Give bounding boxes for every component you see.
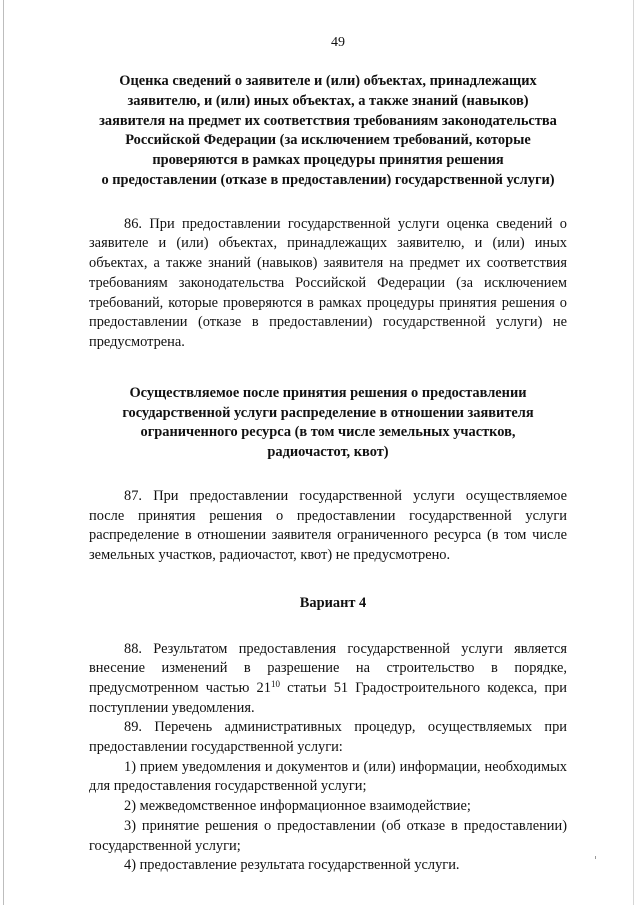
scan-artifact [595,856,596,859]
scan-edge-left [3,0,4,905]
heading-line: радиочастот, квот) [267,444,389,461]
paragraph-88-text-end: статьи 51 Градостроительного кодекса, при поступлении уведомления. [89,679,567,716]
paragraph-88-text: 88. Результатом предоставления государственной услуги является внесение изменений в разрешение на строительство в порядке, предусмотренном частью 21 [89,640,567,696]
heading-line: государственной услуги распределение в отношении заявителя [122,404,534,421]
list-item: 3) принятие решения о предоставлении (об отказе в предоставлении) государственной услуги; [89,817,567,854]
list-item: 4) предоставление результата государственной услуги. [124,857,460,874]
section-heading-assessment [89,72,567,191]
heading-line: заявителя на предмет их соответствия требованиям законодательства [99,112,557,129]
page-number: 49 [331,35,345,50]
document-page [89,34,567,876]
paragraph-87: 87. При предоставлении государственной услуги осуществляемое после принятия решения о предоставлении государственной услуги распределение в отношении заявителя ограниченного ресурса (в том числе земельных участков, радиочастот, квот) не предусмотрено. [89,487,567,563]
section-heading-resource-allocation [89,384,567,463]
paragraph-89: 89. Перечень административных процедур, осуществляемых при предоставлении государственной услуги: [89,719,567,756]
scan-edge-right [633,0,634,905]
heading-line: заявителю, и (или) иных объектах, а также знаний (навыков) [127,92,529,109]
paragraph-86: 86. При предоставлении государственной услуги оценка сведений о заявителе и (или) объектах, принадлежащих заявителю, и (или) иных объектах, а также знаний (навыков) заявителя на предмет их соответствия требованиям законодательства Российской Федерации (за исключением требований, которые проверяются в рамках процедуры принятия решения о предоставлении (отказе в предоставлении) государственной услуги) не предусмотрена. [89,215,567,350]
variant-title: Вариант 4 [299,594,367,611]
heading-line: Российской Федерации (за исключением требований, которые [125,132,531,149]
heading-line: Осуществляемое после принятия решения о предоставлении [129,384,527,401]
heading-line: о предоставлении (отказе в предоставлении) государственной услуги) [101,171,555,188]
list-item: 2) межведомственное информационное взаимодействие; [124,798,471,815]
superscript: 10 [270,678,280,689]
paragraph-88 [89,640,567,719]
heading-line: Оценка сведений о заявителе и (или) объектах, принадлежащих [119,73,537,89]
heading-line: проверяются в рамках процедуры принятия решения [152,152,504,169]
heading-line: ограниченного ресурса (в том числе земельных участков, [140,424,516,441]
list-item: 1) прием уведомления и документов и (или) информации, необходимых для предоставления государственной услуги; [89,758,567,795]
